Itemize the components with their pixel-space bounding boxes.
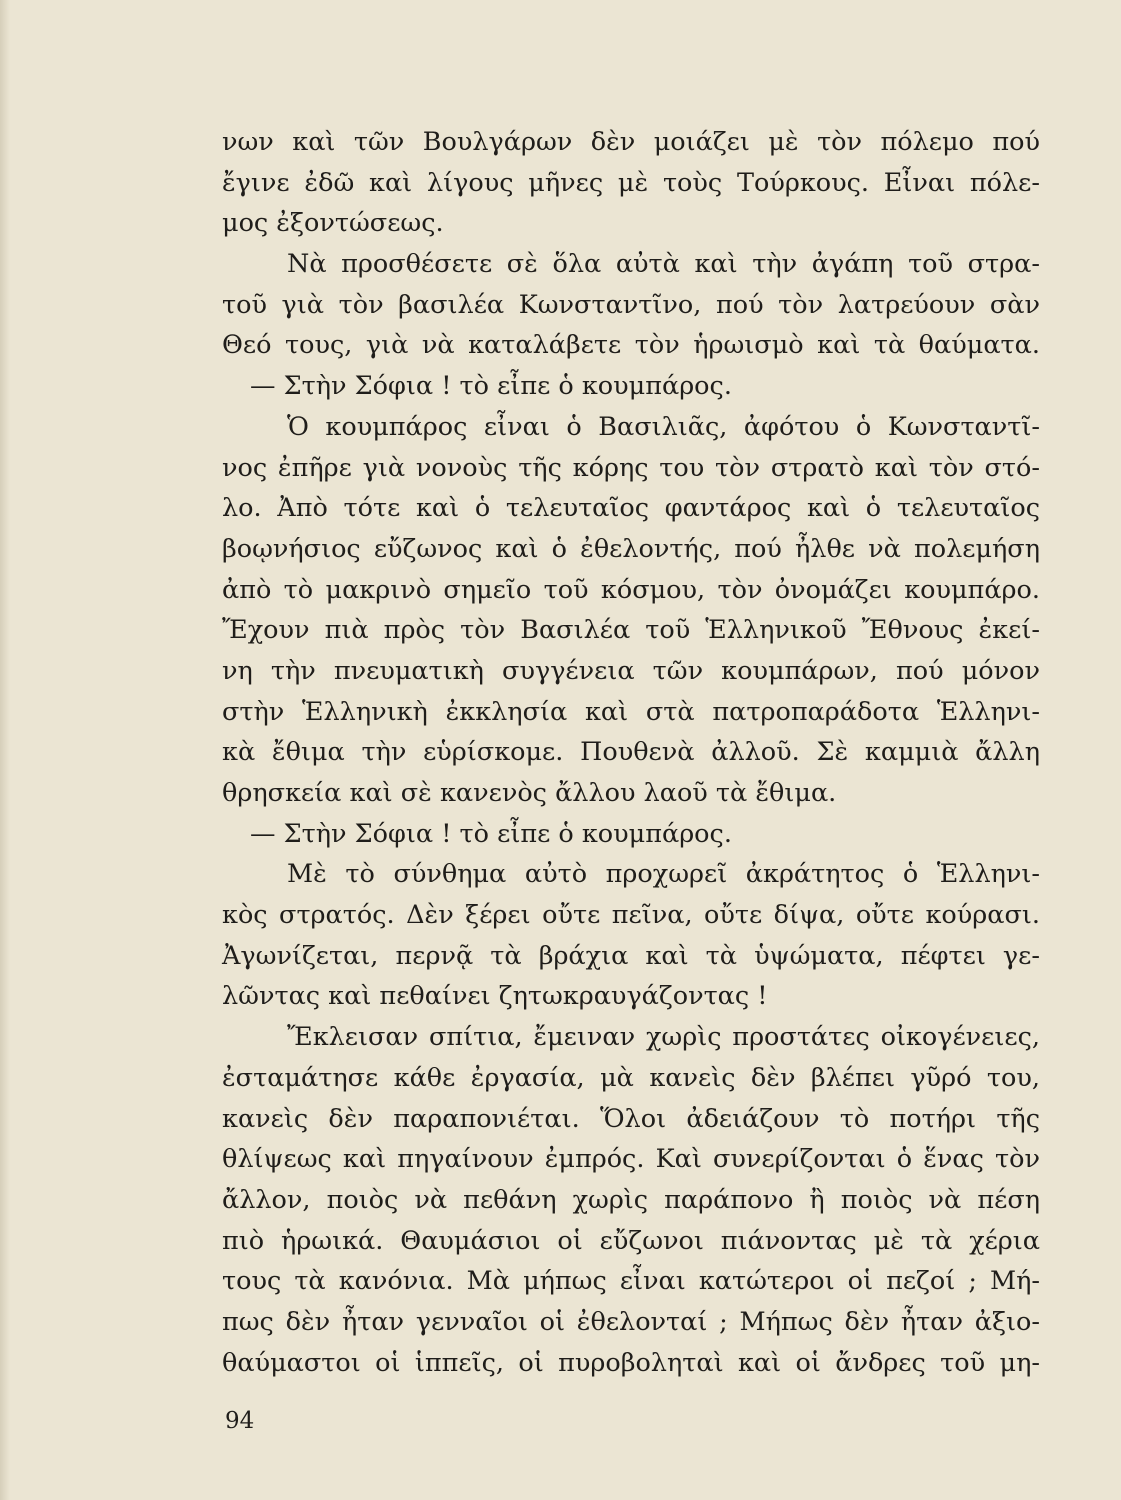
text-line: ἄλλον, ποιὸς νὰ πεθάνη χωρὶς παράπονο ἢ ποιὸς νὰ πέση <box>222 1184 1040 1215</box>
text-line: κὸς στρατός. Δὲν ξέρει οὔτε πεῖνα, οὔτε δίψα, οὔτε κούρασι. <box>222 900 1040 931</box>
text-line: κανεὶς δὲν παραπονιέται. Ὅλοι ἀδειάζουν τὸ ποτήρι τῆς <box>222 1103 1040 1134</box>
text-line: ἀπὸ τὸ μακρινὸ σημεῖο τοῦ κόσμου, τὸν ὀνομάζει κουμπάρο. <box>222 574 1040 605</box>
page-gutter-shadow <box>0 0 10 1500</box>
body-text <box>222 122 1044 1383</box>
text-line: τους τὰ κανόνια. Μὰ μήπως εἶναι κατώτεροι οἱ πεζοί ; Μή- <box>222 1266 1040 1297</box>
text-line: λο. Ἀπὸ τότε καὶ ὁ τελευταῖος φαντάρος καὶ ὁ τελευταῖος <box>222 493 1040 524</box>
text-line: νων καὶ τῶν Βουλγάρων δὲν μοιάζει μὲ τὸν πόλεμο πού <box>222 127 1040 157</box>
text-line: Θεό τους, γιὰ νὰ καταλάβετε τὸν ἡρωισμὸ καὶ τὰ θαύματα. <box>222 330 1040 361</box>
text-line: — Στὴν Σόφια ! τὸ εἶπε ὁ κουμπάρος. <box>250 371 732 402</box>
page-number: 94 <box>225 1408 255 1434</box>
text-line: βοῳνήσιος εὔζωνος καὶ ὁ ἐθελοντής, πού ἦλθε νὰ πολεμήση <box>222 533 1040 564</box>
text-line: στὴν Ἑλληνικὴ ἐκκλησία καὶ στὰ πατροπαράδοτα Ἑλληνι- <box>222 696 1040 727</box>
text-line: κὰ ἔθιμα τὴν εὑρίσκομε. Πουθενὰ ἀλλοῦ. Σὲ καμμιὰ ἄλλη <box>222 737 1040 768</box>
text-line: νος ἐπῆρε γιὰ νονοὺς τῆς κόρης του τὸν στρατὸ καὶ τὸν στό- <box>222 452 1040 483</box>
text-line: θρησκεία καὶ σὲ κανενὸς ἄλλου λαοῦ τὰ ἔθιμα. <box>222 778 837 808</box>
text-line: Ὁ κουμπάρος εἶναι ὁ Βασιλιᾶς, ἀφότου ὁ Κωνσταντῖ- <box>287 411 1040 442</box>
text-line: τοῦ γιὰ τὸν βασιλέα Κωνσταντῖνο, πού τὸν λατρεύουν σὰν <box>222 289 1040 320</box>
text-line: μος ἐξοντώσεως. <box>222 208 444 239</box>
text-line: Ἀγωνίζεται, περνᾷ τὰ βράχια καὶ τὰ ὑψώματα, πέφτει γε- <box>222 940 1040 971</box>
text-line: Μὲ τὸ σύνθημα αὐτὸ προχωρεῖ ἀκράτητος ὁ Ἑλληνι- <box>287 859 1040 890</box>
text-line: — Στὴν Σόφια ! τὸ εἶπε ὁ κουμπάρος. <box>250 818 732 849</box>
text-line: ἐσταμάτησε κάθε ἐργασία, μὰ κανεὶς δὲν βλέπει γῦρό του, <box>222 1062 1040 1093</box>
text-line: νη τὴν πνευματικὴ συγγένεια τῶν κουμπάρων, πού μόνον <box>222 655 1040 686</box>
text-line: ἔγινε ἐδῶ καὶ λίγους μῆνες μὲ τοὺς Τούρκους. Εἶναι πόλε- <box>222 167 1040 198</box>
text-line: θλίψεως καὶ πηγαίνουν ἐμπρός. Καὶ συνερίζονται ὁ ἕνας τὸν <box>222 1144 1040 1175</box>
text-line: θαύμαστοι οἱ ἱππεῖς, οἱ πυροβοληταὶ καὶ οἱ ἄνδρες τοῦ μη- <box>222 1347 1040 1378</box>
text-line: πιὸ ἡρωικά. Θαυμάσιοι οἱ εὔζωνοι πιάνοντας μὲ τὰ χέρια <box>222 1225 1040 1256</box>
text-line: Ἔχουν πιὰ πρὸς τὸν Βασιλέα τοῦ Ἑλληνικοῦ Ἔθνους ἐκεί- <box>222 615 1040 646</box>
text-line: λῶντας καὶ πεθαίνει ζητωκραυγάζοντας ! <box>222 981 768 1012</box>
text-line: πως δὲν ἦταν γενναῖοι οἱ ἐθελονταί ; Μήπως δὲν ἦταν ἀξιο- <box>222 1306 1040 1337</box>
text-line: Ἔκλεισαν σπίτια, ἔμειναν χωρὶς προστάτες οἰκογένειες, <box>287 1022 1040 1053</box>
text-line: Νὰ προσθέσετε σὲ ὅλα αὐτὰ καὶ τὴν ἀγάπη τοῦ στρα- <box>287 249 1040 280</box>
